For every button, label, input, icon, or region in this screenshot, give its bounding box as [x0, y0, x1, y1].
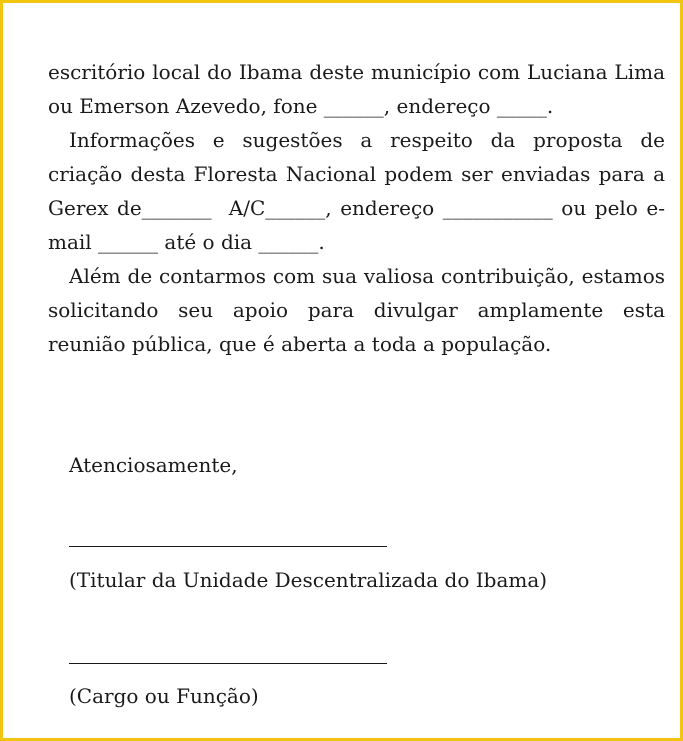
- paragraph-contact: escritório local do Ibama deste município com Luciana Lima ou Emerson Azevedo, fone ______, endereço _____.: [48, 60, 672, 118]
- paragraph-support: Além de contarmos com sua valiosa contribuição, estamos solicitando seu apoio para divulgar amplamente esta reunião pública, que é aberta a toda a população.: [48, 264, 672, 356]
- signature-line-cargo: [69, 663, 387, 664]
- signature-label-titular: (Titular da Unidade Descentralizada do Ibama): [69, 568, 548, 592]
- signature-label-cargo: (Cargo ou Função): [69, 684, 259, 708]
- signature-line-titular: [69, 546, 387, 547]
- paragraph-suggestions: Informações e sugestões a respeito da proposta de criação desta Floresta Nacional podem ser enviadas para a Gerex de_______ A/C______, endereço ___________ ou pelo e-mail ______ até o dia ______.: [48, 128, 672, 254]
- closing-salutation: Atenciosamente,: [69, 453, 238, 477]
- letter-body: [48, 55, 672, 361]
